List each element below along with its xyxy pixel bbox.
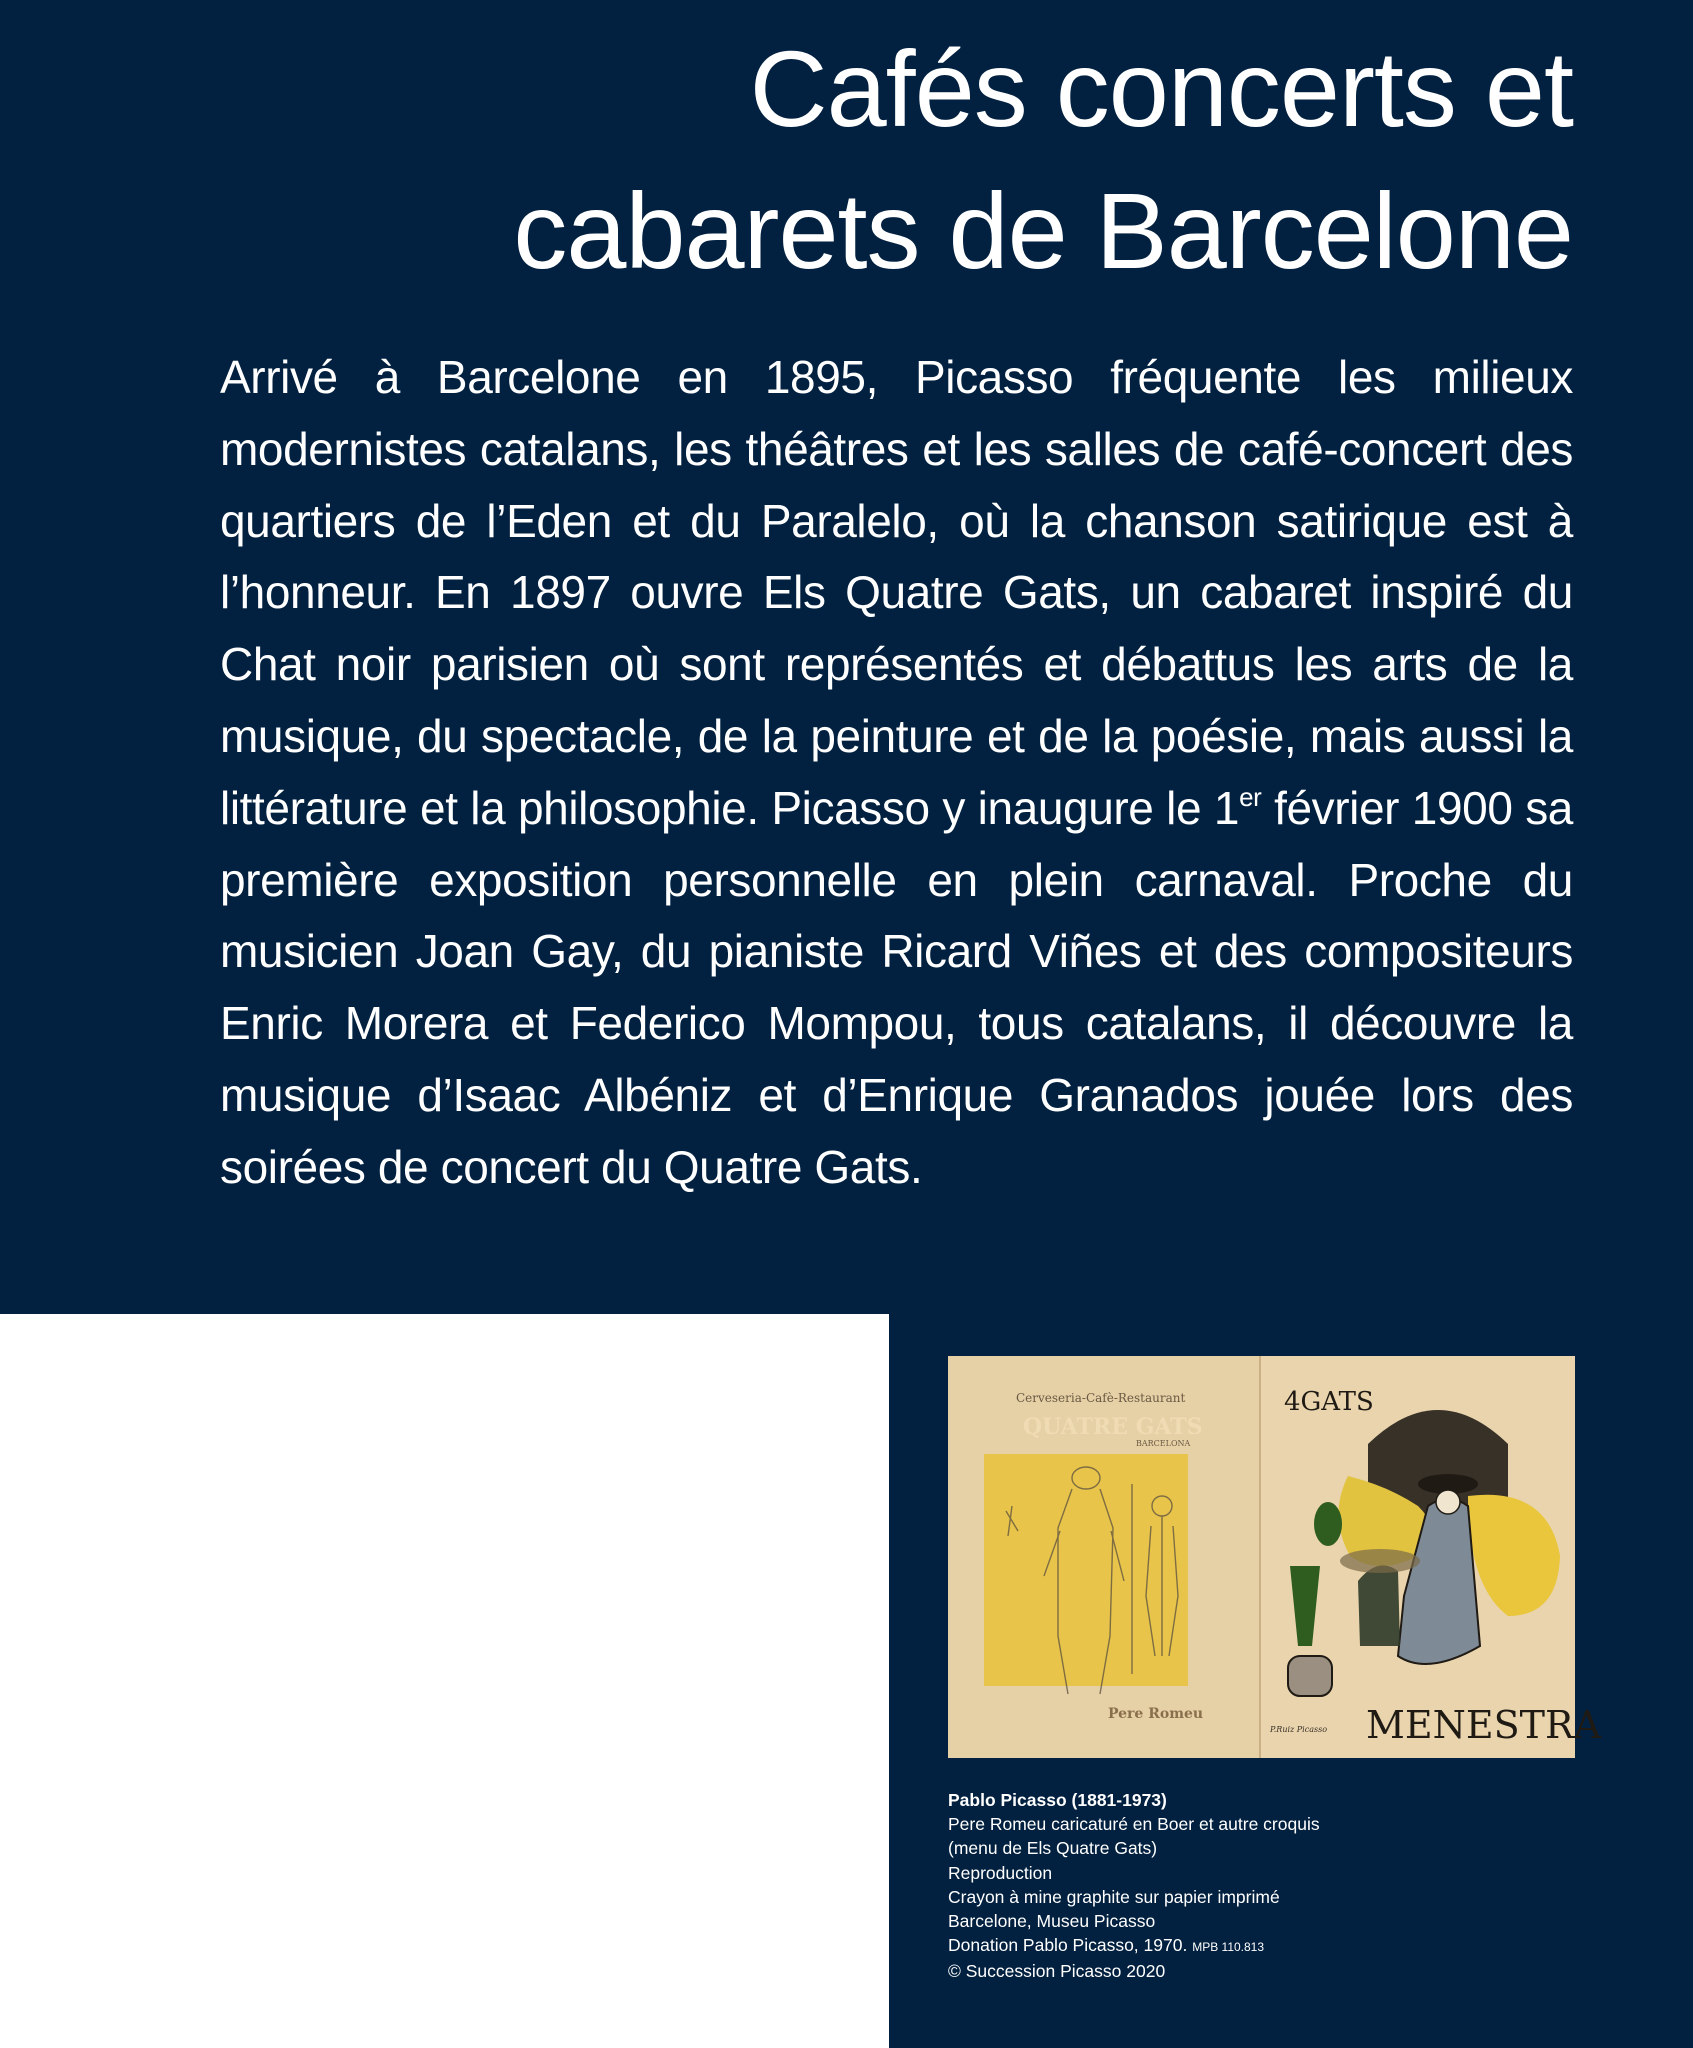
caption-copyright: © Succession Picasso 2020 [948,1961,1166,1982]
body-paragraph [220,342,1573,1204]
caption-credit: Donation Pablo Picasso, 1970. [948,1935,1188,1956]
caption-type: Reproduction [948,1862,1053,1883]
artwork-signature: P.Ruiz Picasso [1270,1725,1328,1734]
artwork-left-header: Cerveseria-Cafè-Restaurant [1016,1391,1186,1405]
caption-credit-line [948,1933,1588,1959]
artwork-left-faded-title: QUATRE GATS [1023,1414,1203,1440]
caption-location: Barcelone, Museu Picasso [948,1911,1156,1932]
caption-artist: Pablo Picasso (1881-1973) [948,1790,1167,1810]
image-caption [948,1788,1588,1984]
artwork-right-header: 4GATS [1284,1387,1374,1417]
body-text-part-1: Arrivé à Barcelone en 1895, Picasso fréquente les milieux modernistes catalans, les théâtres et les salles de café-concert des quartiers de l’Eden et du Paralelo, où la chanson satirique est à l’honneur. En 1897 ouvre Els Quatre Gats, un cabaret inspiré du Chat noir parisien où sont représentés et débattus les arts de la musique, du spectacle, de la peinture et de la poésie, mais aussi la littérature et la philosophie. Picasso y inaugure le 1 [220,351,1573,834]
artwork-right-footer: MENESTRA [1366,1703,1602,1747]
caption-inventory-number: MPB 110.813 [1192,1940,1265,1955]
caption-title-line-1: Pere Romeu caricaturé en Boer et autre croquis [948,1814,1320,1835]
title-line-1: Cafés concerts et [749,28,1573,149]
body-text-part-2: février 1900 sa première exposition personnelle en plein carnaval. Proche du musicien Joan Gay, du pianiste Ricard Viñes et des compositeurs Enric Morera et Federico Mompou, tous catalans, il découvre la musique d’Isaac Albéniz et d’Enrique Granados jouée lors des soirées de concert du Quatre Gats. [220,781,1573,1193]
caption-medium: Crayon à mine graphite sur papier imprimé [948,1886,1280,1907]
title-line-2: cabarets de Barcelone [513,170,1573,291]
artwork-image [948,1356,1602,1758]
ordinal-superscript: er [1239,781,1262,812]
artwork-left-city: BARCELONA [1136,1439,1191,1448]
caption-title-line-2: (menu de Els Quatre Gats) [948,1838,1158,1859]
artwork-left-name: Pere Romeu [1108,1706,1204,1722]
page-title [273,18,1573,302]
